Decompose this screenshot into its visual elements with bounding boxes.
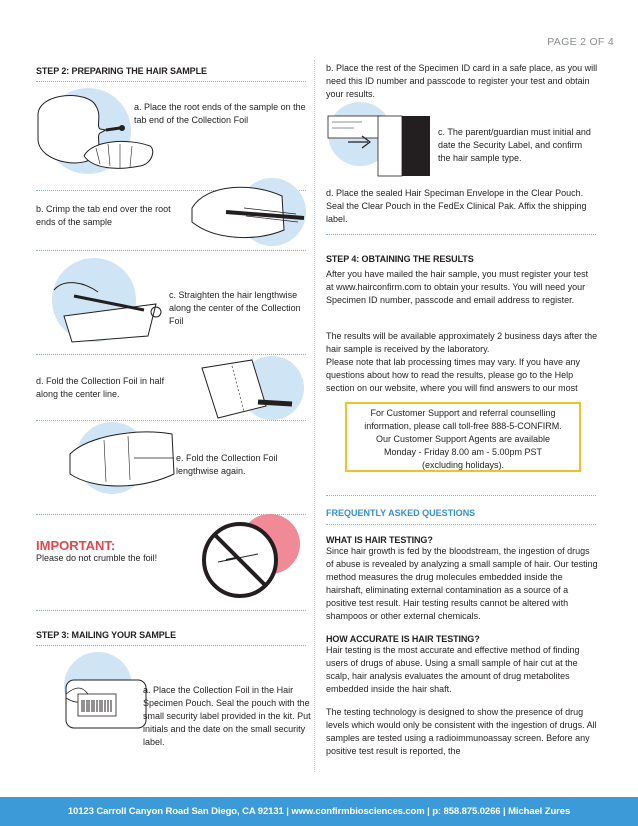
step3c-text: c. The parent/guardian must initial and date the Security Label, and confirm the hair sample type. [438, 127, 591, 163]
step3-heading: STEP 3: MAILING YOUR SAMPLE [36, 630, 176, 640]
customer-support-box [345, 402, 581, 472]
step2-heading: STEP 2: PREPARING THE HAIR SAMPLE [36, 66, 207, 76]
divider [326, 495, 596, 496]
faq-heading: FREQUENTLY ASKED QUESTIONS [326, 508, 476, 518]
step2a-text: a. Place the root ends of the sample on the tab end of the Collection Foil [134, 102, 306, 125]
faq-answer-2b: The testing technology is designed to show the presence of drug levels which would only be consistent with the ingestion of drugs. All samples are tested using a radioimmunoassay screen. Before any positive test result is reported, the [326, 707, 597, 756]
column-divider [314, 60, 315, 772]
step4-heading: STEP 4: OBTAINING THE RESULTS [326, 254, 474, 264]
step3a-text: a. Place the Collection Foil in the Hair Specimen Pouch. Seal the pouch with the small security label provided in the kit. Put initials and the date on the small security label. [143, 685, 311, 747]
divider [326, 234, 596, 235]
support-line-5: (excluding holidays). [421, 460, 505, 470]
step2c-illustration [44, 256, 174, 346]
support-line-3: Our Customer Support Agents are available [375, 434, 551, 444]
no-crumple-icon [196, 510, 306, 600]
step4-paragraph-2: The results will be available approximately 2 business days after the hair sample is received by the laboratory. [326, 331, 598, 354]
step2b-text: b. Crimp the tab end over the root ends of the sample [36, 204, 171, 227]
step3a-illustration [36, 650, 156, 750]
divider [36, 250, 306, 251]
important-text: Please do not crumble the foil! [36, 553, 158, 563]
support-line-4: Monday - Friday 8.00 am - 5.00pm PST [383, 447, 543, 457]
step2b-illustration [186, 178, 306, 248]
step3b-text: b. Place the rest of the Specimen ID card in a safe place, as you will need this ID number and passcode to register your test and obtain your results. [326, 63, 598, 99]
faq-question-1: WHAT IS HAIR TESTING? [326, 535, 433, 545]
step3d-text: d. Place the sealed Hair Speciman Envelope in the Clear Pouch. Seal the Clear Pouch in the FedEx Clinical Pak. Affix the shipping label. [326, 188, 587, 224]
divider [36, 645, 306, 646]
divider [36, 81, 306, 82]
faq-question-2: HOW ACCURATE IS HAIR TESTING? [326, 634, 480, 644]
step2d-text: d. Fold the Collection Foil in half along the center line. [36, 376, 165, 399]
step3c-illustration [322, 102, 442, 182]
step4-paragraph-3: Please note that lab processing times may vary. If you have any questions about how to read the results, please go to the Help section on our website, where you will find answers to our most [326, 357, 580, 393]
page-number: PAGE 2 OF 4 [547, 36, 614, 48]
support-line-1: For Customer Support and referral counselling [370, 408, 556, 418]
faq-answer-1: Since hair growth is fed by the bloodstream, the ingestion of drugs of abuse is revealed by analyzing a small sample of hair. Our testing method measures the drug molecules embedded inside the hairshaft, eliminating external contamination as a source of a positive test result. Hair testing results cannot be altered with shampoos or other external chemicals. [326, 546, 598, 621]
step4-paragraph-1: After you have mailed the hair sample, you must register your test at www.hairconfirm.com to obtain your results. You will need your Specimen ID number, passcode and email address to register. [326, 269, 589, 305]
step2c-text: c. Straighten the hair lengthwise along the center of the Collection Foil [169, 290, 301, 326]
divider [36, 610, 306, 611]
faq-answer-2a: Hair testing is the most accurate and effective method of finding users of drugs of abuse. Using a small sample of hair cut at the scalp, hair analysis evaluates the amount of drug metabolites embedded inside the hair shaft. [326, 645, 580, 694]
footer-bar: 10123 Carroll Canyon Road San Diego, CA 92131 | www.confirmbiosciences.com | p: 858.875.0266 | Michael Zures [0, 797, 638, 826]
step2e-illustration [64, 420, 184, 500]
step2a-hand-illustration [80, 134, 160, 174]
divider [36, 354, 306, 355]
step2d-illustration [196, 356, 306, 426]
important-heading: IMPORTANT: [36, 538, 116, 553]
support-line-2: information, please call toll-free 888-5-CONFIRM. [364, 421, 562, 431]
step2e-text: e. Fold the Collection Foil lengthwise again. [176, 453, 278, 476]
divider [326, 524, 596, 525]
